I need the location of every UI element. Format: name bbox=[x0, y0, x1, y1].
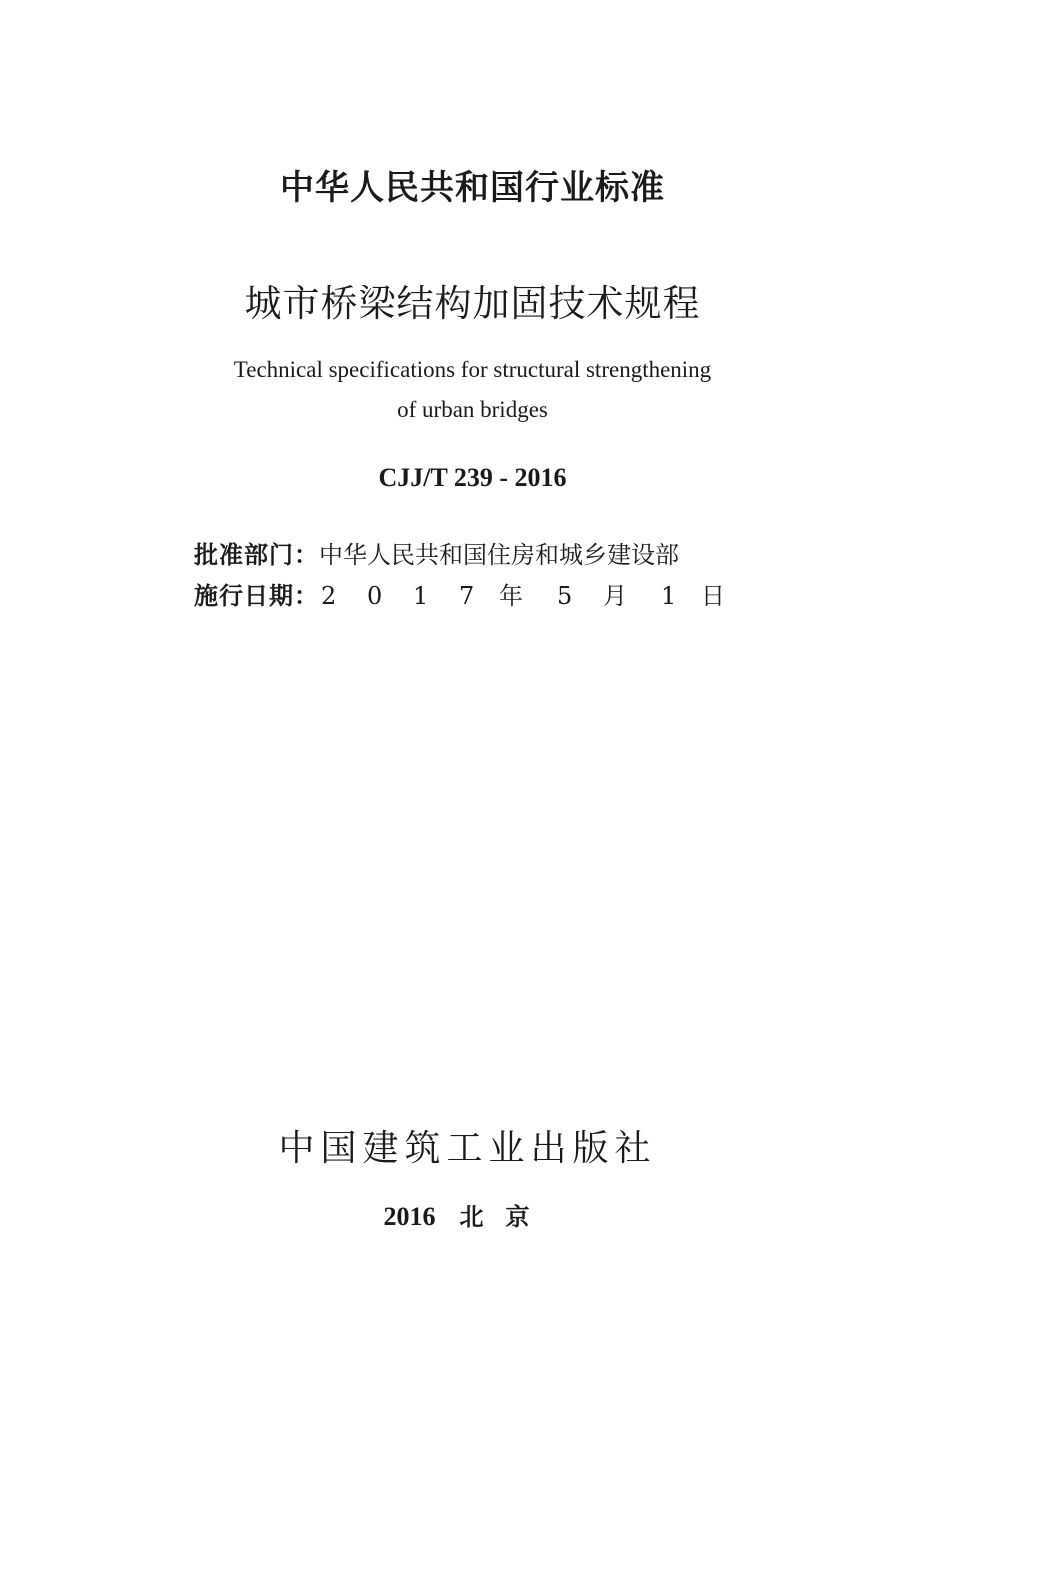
date-part: 1 bbox=[661, 582, 677, 610]
effective-date-value bbox=[321, 576, 737, 611]
publication-year: 2016 bbox=[383, 1202, 436, 1231]
title-english-line1: Technical specifications for structural strengthening bbox=[233, 357, 712, 382]
date-part: 7 bbox=[459, 582, 475, 610]
approval-value: 中华人民共和国住房和城乡建设部 bbox=[319, 541, 679, 569]
publisher-name: 中国建筑工业出版社 bbox=[278, 1128, 657, 1169]
publication-place bbox=[0, 1197, 935, 1232]
publication-city: 北京 bbox=[459, 1203, 552, 1231]
title-chinese: 城市桥梁结构加固技术规程 bbox=[244, 282, 701, 325]
approval-label: 批准部门： bbox=[194, 541, 319, 569]
effective-date-row bbox=[194, 576, 794, 611]
effective-date-label: 施行日期： bbox=[194, 582, 319, 610]
title-english-line2: of urban bridges bbox=[397, 397, 548, 422]
date-part: 2 bbox=[321, 582, 337, 610]
date-part: 5 bbox=[557, 582, 573, 610]
title-english bbox=[0, 350, 945, 430]
date-part: 年 bbox=[499, 582, 523, 610]
date-part: 1 bbox=[413, 582, 429, 610]
date-part: 月 bbox=[603, 582, 627, 610]
date-part: 日 bbox=[701, 582, 725, 610]
date-part: 0 bbox=[367, 582, 383, 610]
standard-code: CJJ/T 239 - 2016 bbox=[378, 463, 567, 492]
standard-category: 中华人民共和国行业标准 bbox=[280, 168, 665, 208]
approval-row bbox=[194, 535, 794, 570]
